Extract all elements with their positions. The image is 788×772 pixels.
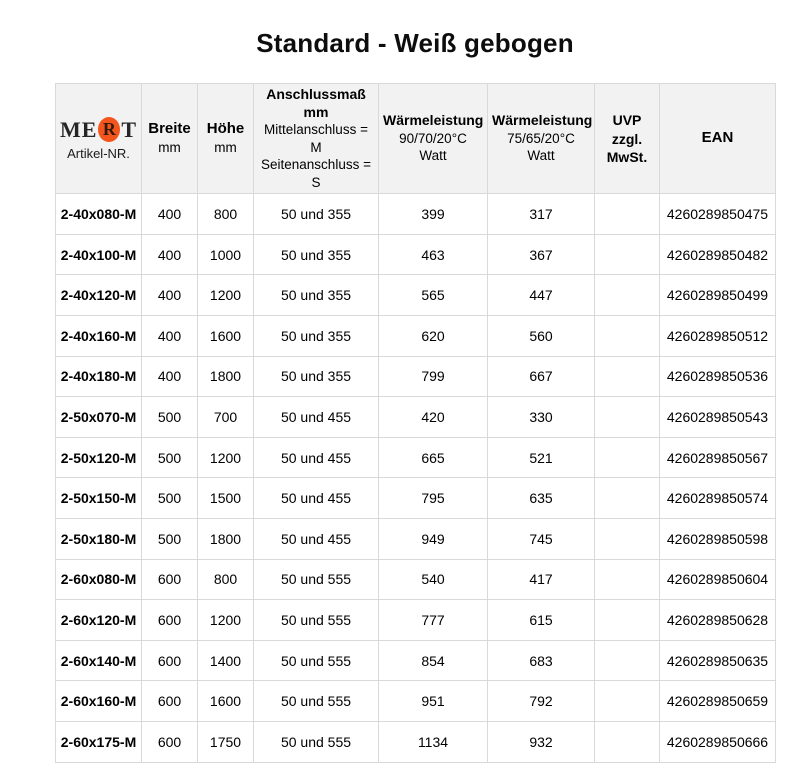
cell-hoehe: 1200 (198, 275, 254, 316)
cell-watt75: 792 (488, 681, 595, 722)
table-body (56, 194, 776, 762)
cell-anschluss: 50 und 355 (254, 234, 379, 275)
product-spec-table (55, 83, 776, 763)
cell-breite: 400 (142, 234, 198, 275)
cell-watt90: 420 (379, 397, 488, 438)
header-artikel-label: Artikel-NR. (67, 145, 130, 161)
header-ean-label: EAN (701, 129, 734, 147)
cell-breite: 600 (142, 640, 198, 681)
cell-watt90: 620 (379, 315, 488, 356)
header-watt75-line2: 75/65/20°C (507, 130, 575, 146)
header-uvp-line2: zzgl. (611, 130, 643, 147)
cell-article: 2-60x140-M (56, 640, 142, 681)
header-watt90-line2: 90/70/20°C (399, 130, 467, 146)
cell-anschluss: 50 und 355 (254, 356, 379, 397)
table-row (56, 275, 776, 316)
header-anschluss (254, 84, 379, 194)
header-watt90-line3: Watt (419, 148, 447, 164)
cell-ean: 4260289850628 (660, 600, 776, 641)
cell-breite: 400 (142, 194, 198, 235)
cell-uvp (595, 194, 660, 235)
header-breite-unit: mm (158, 140, 181, 156)
cell-ean: 4260289850659 (660, 681, 776, 722)
cell-breite: 600 (142, 721, 198, 762)
cell-hoehe: 1600 (198, 315, 254, 356)
cell-ean: 4260289850543 (660, 397, 776, 438)
table-row (56, 437, 776, 478)
header-watt90-title: Wärmeleistung (383, 112, 484, 129)
header-uvp (595, 84, 660, 194)
cell-ean: 4260289850536 (660, 356, 776, 397)
cell-hoehe: 800 (198, 194, 254, 235)
table-row (56, 640, 776, 681)
cell-ean: 4260289850635 (660, 640, 776, 681)
cell-watt75: 367 (488, 234, 595, 275)
cell-breite: 500 (142, 397, 198, 438)
cell-watt90: 795 (379, 478, 488, 519)
cell-article: 2-50x180-M (56, 518, 142, 559)
header-watt75-line3: Watt (527, 148, 555, 164)
cell-hoehe: 1400 (198, 640, 254, 681)
cell-article: 2-50x070-M (56, 397, 142, 438)
header-watt75-title: Wärmeleistung (492, 112, 593, 129)
table-row (56, 559, 776, 600)
cell-watt90: 665 (379, 437, 488, 478)
header-breite (142, 84, 198, 194)
table-row (56, 600, 776, 641)
header-artikel (56, 84, 142, 194)
cell-anschluss: 50 und 555 (254, 600, 379, 641)
cell-hoehe: 1200 (198, 437, 254, 478)
header-ean (660, 84, 776, 194)
header-row (56, 84, 776, 194)
cell-uvp (595, 478, 660, 519)
cell-article: 2-40x080-M (56, 194, 142, 235)
cell-uvp (595, 721, 660, 762)
cell-hoehe: 1500 (198, 478, 254, 519)
cell-anschluss: 50 und 455 (254, 437, 379, 478)
table-row (56, 518, 776, 559)
cell-ean: 4260289850482 (660, 234, 776, 275)
cell-breite: 600 (142, 600, 198, 641)
table-row (56, 721, 776, 762)
cell-watt75: 635 (488, 478, 595, 519)
cell-hoehe: 1600 (198, 681, 254, 722)
cell-anschluss: 50 und 555 (254, 559, 379, 600)
cell-uvp (595, 275, 660, 316)
cell-watt75: 447 (488, 275, 595, 316)
cell-article: 2-60x080-M (56, 559, 142, 600)
cell-breite: 500 (142, 518, 198, 559)
cell-breite: 500 (142, 437, 198, 478)
cell-anschluss: 50 und 555 (254, 640, 379, 681)
cell-breite: 400 (142, 315, 198, 356)
cell-hoehe: 1750 (198, 721, 254, 762)
cell-ean: 4260289850604 (660, 559, 776, 600)
header-anschluss-line2: Mittelanschluss = M (264, 122, 368, 155)
cell-watt75: 330 (488, 397, 595, 438)
cell-anschluss: 50 und 355 (254, 315, 379, 356)
cell-uvp (595, 559, 660, 600)
table-row (56, 315, 776, 356)
cell-watt90: 565 (379, 275, 488, 316)
cell-ean: 4260289850598 (660, 518, 776, 559)
cell-watt75: 932 (488, 721, 595, 762)
table-row (56, 397, 776, 438)
cell-watt75: 615 (488, 600, 595, 641)
cell-watt90: 951 (379, 681, 488, 722)
cell-watt90: 949 (379, 518, 488, 559)
header-hoehe-unit: mm (214, 140, 237, 156)
header-uvp-line3: MwSt. (606, 148, 648, 165)
header-uvp-line1: UVP (612, 112, 642, 129)
header-anschluss-line3: Seitenanschluss = S (261, 157, 371, 190)
logo-text-t: T (121, 116, 137, 142)
cell-article: 2-40x180-M (56, 356, 142, 397)
header-anschluss-title: Anschlussmaß mm (266, 86, 366, 120)
cell-anschluss: 50 und 555 (254, 721, 379, 762)
cell-article: 2-60x120-M (56, 600, 142, 641)
cell-anschluss: 50 und 355 (254, 194, 379, 235)
table-row (56, 194, 776, 235)
cell-hoehe: 1800 (198, 356, 254, 397)
header-watt75 (488, 84, 595, 194)
header-hoehe (198, 84, 254, 194)
cell-uvp (595, 397, 660, 438)
cell-article: 2-50x150-M (56, 478, 142, 519)
cell-watt75: 560 (488, 315, 595, 356)
header-hoehe-label: Höhe (206, 120, 245, 138)
cell-anschluss: 50 und 555 (254, 681, 379, 722)
cell-article: 2-40x120-M (56, 275, 142, 316)
cell-breite: 600 (142, 559, 198, 600)
cell-ean: 4260289850512 (660, 315, 776, 356)
cell-watt90: 540 (379, 559, 488, 600)
cell-uvp (595, 681, 660, 722)
cell-uvp (595, 356, 660, 397)
cell-article: 2-50x120-M (56, 437, 142, 478)
mert-logo (60, 117, 137, 143)
cell-watt75: 683 (488, 640, 595, 681)
cell-watt75: 317 (488, 194, 595, 235)
cell-watt75: 745 (488, 518, 595, 559)
cell-watt75: 417 (488, 559, 595, 600)
table-header (56, 84, 776, 194)
cell-hoehe: 1000 (198, 234, 254, 275)
cell-watt90: 463 (379, 234, 488, 275)
cell-breite: 500 (142, 478, 198, 519)
cell-ean: 4260289850567 (660, 437, 776, 478)
cell-uvp (595, 600, 660, 641)
cell-uvp (595, 518, 660, 559)
cell-uvp (595, 640, 660, 681)
cell-breite: 400 (142, 356, 198, 397)
table-row (56, 234, 776, 275)
cell-hoehe: 1200 (198, 600, 254, 641)
cell-uvp (595, 315, 660, 356)
table-row (56, 681, 776, 722)
cell-uvp (595, 437, 660, 478)
cell-watt90: 1134 (379, 721, 488, 762)
cell-ean: 4260289850666 (660, 721, 776, 762)
cell-uvp (595, 234, 660, 275)
cell-anschluss: 50 und 455 (254, 518, 379, 559)
table-row (56, 478, 776, 519)
cell-watt75: 667 (488, 356, 595, 397)
cell-anschluss: 50 und 455 (254, 397, 379, 438)
cell-article: 2-40x100-M (56, 234, 142, 275)
cell-watt75: 521 (488, 437, 595, 478)
cell-article: 2-40x160-M (56, 315, 142, 356)
cell-watt90: 854 (379, 640, 488, 681)
cell-breite: 600 (142, 681, 198, 722)
cell-article: 2-60x160-M (56, 681, 142, 722)
cell-anschluss: 50 und 455 (254, 478, 379, 519)
cell-ean: 4260289850499 (660, 275, 776, 316)
cell-hoehe: 800 (198, 559, 254, 600)
header-watt90 (379, 84, 488, 194)
logo-text-me: ME (60, 116, 98, 142)
cell-watt90: 799 (379, 356, 488, 397)
table-row (56, 356, 776, 397)
cell-anschluss: 50 und 355 (254, 275, 379, 316)
cell-article: 2-60x175-M (56, 721, 142, 762)
cell-watt90: 777 (379, 600, 488, 641)
header-breite-label: Breite (148, 120, 191, 138)
cell-watt90: 399 (379, 194, 488, 235)
page-title: Standard - Weiß gebogen (256, 28, 574, 58)
cell-breite: 400 (142, 275, 198, 316)
cell-ean: 4260289850475 (660, 194, 776, 235)
cell-ean: 4260289850574 (660, 478, 776, 519)
logo-r-circle-icon: R (98, 117, 120, 142)
cell-hoehe: 1800 (198, 518, 254, 559)
cell-hoehe: 700 (198, 397, 254, 438)
